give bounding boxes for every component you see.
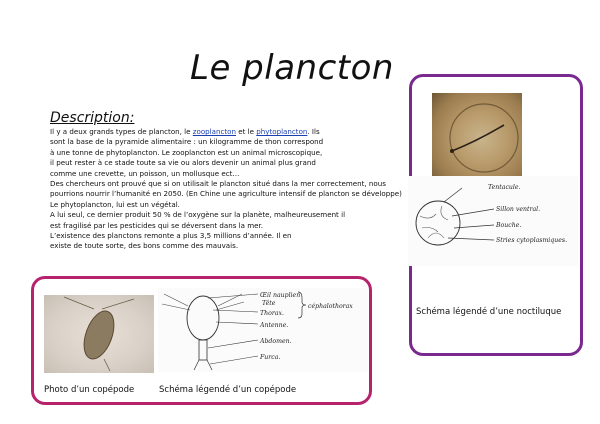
description-heading: Description: [50, 110, 135, 126]
page-title: Le plancton [190, 48, 394, 88]
noctiluque-photo [432, 93, 522, 176]
description-line: L’existence des planctons remonte a plus 3,5 millions d’année. Il en [50, 231, 292, 241]
copepode-schema-caption: Schéma légendé d’un copépode [159, 385, 297, 395]
copepode-photo-caption: Photo d’un copépode [44, 385, 135, 395]
noctiluque-caption: Schéma légendé d’une noctiluque [416, 307, 562, 317]
noctiluque-schema [408, 176, 578, 266]
description-line: comme une crevette, un poisson, un mollusque ect… [50, 168, 240, 178]
copepode-label: Furca. [260, 354, 281, 361]
description-line: Le phytoplancton, lui est un végétal. [50, 199, 180, 209]
copepode-label: Antenne. [260, 322, 289, 329]
description-line-start: Il y a deux grands types de plancton, le [50, 127, 193, 136]
description-line: il peut rester à ce stade toute sa vie ou alors devenir un animal plus grand [50, 158, 316, 168]
noctiluque-label: Bouche. [496, 222, 522, 229]
copepode-label: Œil nauplien [260, 292, 301, 299]
copepode-label: Tête [262, 300, 276, 307]
noctiluque-label: Sillon ventral. [496, 206, 541, 213]
description-line: est fragilisé par les pesticides qui se déversent dans la mer. [50, 220, 264, 230]
copepode-label: Thorax. [260, 310, 284, 317]
description-line: pourrions nourrir l’humanité en 2050. (En Chine une agriculture intensif de plancton se développe) [50, 189, 402, 199]
description-line: sont la base de la pyramide alimentaire : un kilogramme de thon correspond [50, 137, 324, 147]
description-line: à une tonne de phytoplancton. Le zooplancton est un animal microscopique, [50, 147, 323, 157]
description-line: A lui seul, ce dernier produit 50 % de l’oxygène sur la planète, malheureusement il [50, 210, 346, 220]
description-line [50, 127, 400, 137]
copepode-photo [44, 295, 154, 373]
description-line-middle: et le [236, 127, 257, 136]
phytoplancton-link[interactable]: phytoplancton [256, 127, 308, 136]
zooplancton-link[interactable]: zooplancton [192, 127, 237, 136]
description-text [50, 127, 400, 252]
noctiluque-label: Stries cytoplasmiques. [496, 237, 568, 244]
copepode-schema [158, 288, 368, 372]
description-line: existe de toute sorte, des bons comme des mauvais. [50, 241, 239, 251]
description-line: Des chercheurs ont prouvé que si on utilisait le plancton situé dans la mer correctement, nous [50, 179, 386, 189]
copepode-label: Abdomen. [260, 338, 292, 345]
noctiluque-label: Tentacule. [488, 184, 521, 191]
description-line-end: . Ils [307, 127, 320, 136]
cephalothorax-label: céphalothorax [308, 303, 353, 310]
